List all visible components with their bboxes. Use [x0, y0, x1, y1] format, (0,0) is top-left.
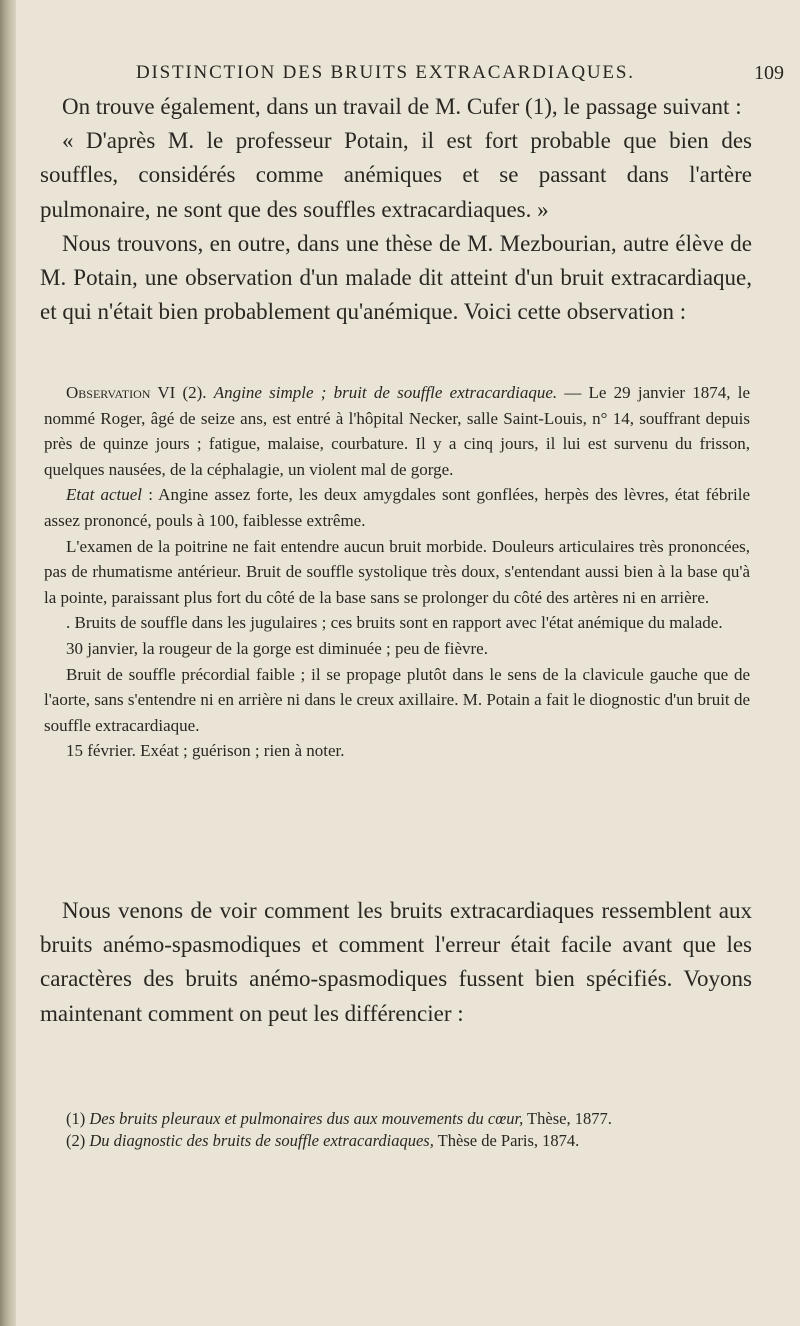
running-title: DISTINCTION DES BRUITS EXTRACARDIAQUES. — [136, 62, 635, 83]
intro-text — [40, 90, 752, 329]
book-binding-edge — [0, 0, 16, 1326]
observation-text: : Angine assez forte, les deux amygdales sont gonflées, herpès des lèvres, état fébrile assez prononcé, pouls à 100, faiblesse extrême. — [44, 485, 750, 530]
observation-label: Observation VI (2). — [66, 383, 207, 402]
footnote-mark: (1) — [66, 1109, 86, 1128]
footnote — [44, 1130, 750, 1152]
observation-block — [44, 380, 750, 764]
footnote — [44, 1108, 750, 1130]
footnote-text: Thèse, 1877. — [523, 1109, 612, 1128]
observation-paragraph: 30 janvier, la rougeur de la gorge est diminuée ; peu de fièvre. — [66, 638, 488, 658]
page-header — [136, 62, 784, 85]
observation-paragraph — [44, 380, 750, 482]
page-number: 109 — [754, 62, 784, 84]
observation-paragraph: 15 février. Exéat ; guérison ; rien à noter. — [66, 741, 345, 761]
footnote-text: Thèse de Paris, 1874. — [433, 1131, 580, 1150]
observation-paragraph: L'examen de la poitrine ne fait entendre aucun bruit morbide. Douleurs articulaires très prononcées, pas de rhumatisme antérieur. Bruit de souffle systolique très doux, s'entendant aussi bien à la base qu'à la pointe, paraissant plus fort du côté de la base sans se prolonger du côté des artères ni en arrière. — [44, 536, 750, 607]
conclusion-text — [40, 894, 752, 1031]
etat-actuel-label: Etat actuel — [66, 485, 143, 505]
observation-paragraph: Bruit de souffle précordial faible ; il se propage plutôt dans le sens de la clavicule gauche que de l'aorte, sans s'entendre ni en arrière ni dans le creux axillaire. M. Potain a fait le diognostic d'un bruit de souffle extracardiaque. — [44, 664, 750, 735]
quotation-paragraph: « D'après M. le professeur Potain, il est fort probable que bien des souffles, considérés comme anémiques et se passant dans l'artère pulmonaire, ne sont que des souffles extracardiaques. » — [40, 128, 752, 222]
observation-paragraph: . Bruits de souffle dans les jugulaires ; ces bruits sont en rapport avec l'état anémique du malade. — [66, 613, 723, 633]
observation-title: Angine simple ; bruit de souffle extracardiaque. — [213, 383, 558, 402]
footnotes — [44, 1108, 750, 1152]
observation-text: — Le 29 janvier 1874, le nommé Roger, âgé de seize ans, est entré à l'hôpital Necker, salle Saint-Louis, n° 14, souffrant depuis près de quinze jours ; fatigue, malaise, courbature. Il y a cinq jours, il lui est survenu du frisson, quelques nausées, de la céphalagie, un violent mal de gorge. — [44, 383, 751, 479]
paragraph: Nous trouvons, en outre, dans une thèse de M. Mezbourian, autre élève de M. Potain, une observation d'un malade dit atteint d'un bruit extracardiaque, et qui n'était bien probablement qu'anémique. Voici cette observation : — [40, 230, 752, 325]
footnote-mark: (2) — [66, 1131, 86, 1150]
paragraph: Nous venons de voir comment les bruits extracardiaques ressemblent aux bruits anémo-spasmodiques et comment l'erreur était facile avant que les caractères des bruits anémo-spasmodiques fussent bien spécifiés. Voyons maintenant comment on peut les différencier : — [40, 898, 752, 1026]
observation-paragraph — [44, 482, 750, 533]
footnote-title: Des bruits pleuraux et pulmonaires dus aux mouvements du cœur, — [89, 1109, 524, 1128]
footnote-title: Du diagnostic des bruits de souffle extracardiaques, — [89, 1131, 434, 1150]
paragraph: On trouve également, dans un travail de M. Cufer (1), le passage suivant : — [62, 94, 742, 119]
